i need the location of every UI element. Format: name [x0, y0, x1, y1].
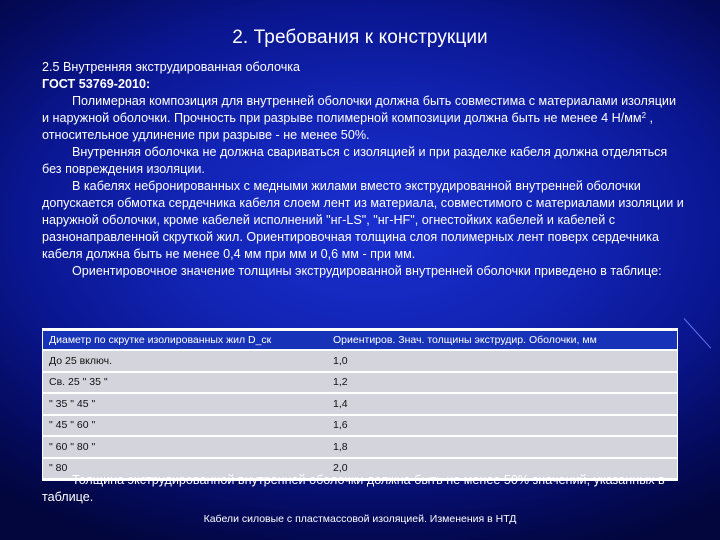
- table-cell-diameter: Св. 25 " 35 ": [43, 373, 327, 393]
- paragraph-3: В кабелях небронированных с медными жилами вместо экструдированной внутренней оболочки допускается обмотка сердечника кабеля слоем лент из материала, совместимого с материалами изоляции и наружной оболочки, кроме кабелей исполнений "нг-LS", "нг-HF", огнестойких кабелей и кабелей с разнонаправленной скруткой жил. Ориентировочная толщина слоя полимерных лент поверх сердечника кабеля должна быть не менее 0,4 мм при мм и 0,6 мм - при мм.: [42, 179, 684, 261]
- table-cell-thickness: 1,0: [327, 351, 677, 371]
- table-cell-diameter: " 60 " 80 ": [43, 437, 327, 457]
- slide-title: 2. Требования к конструкции: [232, 27, 488, 48]
- paragraph-1-text: Полимерная композиция для внутренней оболочки должна быть совместима с материалами изоляции и наружной оболочки. Прочность при разрыве полимерной композиции должна быть не менее 4 Н/мм: [42, 94, 676, 125]
- table-header-diameter: Диаметр по скрутке изолированных жил D_ск: [43, 331, 327, 349]
- standard-reference: ГОСТ 53769-2010:: [42, 77, 151, 91]
- slide-footer: Кабели силовые с пластмассовой изоляцией. Изменения в НТД: [203, 513, 517, 525]
- paragraph-1: [42, 93, 684, 144]
- paragraph-4: Ориентировочное значение толщины экструдированной внутренней оболочки приведено в таблице:: [72, 264, 662, 278]
- thickness-table: [42, 328, 678, 481]
- decorative-line: [684, 318, 712, 348]
- table-header-row: [43, 331, 677, 349]
- table-row: [43, 437, 677, 457]
- table-row: [43, 416, 677, 436]
- table-cell-thickness: 1,6: [327, 416, 677, 436]
- body-text: [42, 59, 684, 280]
- table-cell-diameter: " 45 " 60 ": [43, 416, 327, 436]
- table-row: [43, 394, 677, 414]
- table-cell-thickness: 1,8: [327, 437, 677, 457]
- table-cell-diameter: " 80: [43, 459, 327, 479]
- table-header-thickness: Ориентиров. Знач. толщины экструдир. Оболочки, мм: [327, 331, 677, 349]
- table-row: [43, 373, 677, 393]
- table-cell-thickness: 1,4: [327, 394, 677, 414]
- superscript-2: 2: [641, 111, 647, 120]
- closing-text: [42, 472, 684, 506]
- table-cell-thickness: 1,2: [327, 373, 677, 393]
- paragraph-5: Толщина экструдированной внутренней оболочки должна быть не менее 50% значений, указанных в таблице.: [42, 473, 665, 504]
- section-heading: 2.5 Внутренняя экструдированная оболочка: [42, 60, 301, 74]
- table-cell-diameter: До 25 включ.: [43, 351, 327, 371]
- paragraph-1-tail: , относительное удлинение при разрыве - не менее 50%.: [42, 111, 654, 142]
- table-cell-diameter: " 35 " 45 ": [43, 394, 327, 414]
- table-cell-thickness: 2,0: [327, 459, 677, 479]
- table-row: [43, 351, 677, 371]
- paragraph-2: Внутренняя оболочка не должна свариваться с изоляцией и при разделке кабеля должна отделяться без повреждения изоляции.: [42, 145, 668, 176]
